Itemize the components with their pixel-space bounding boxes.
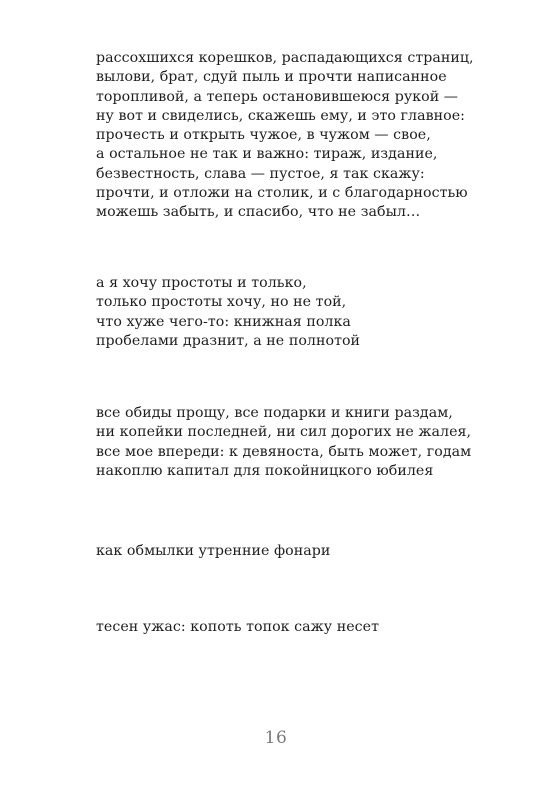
poem-line: вылови, брат, сдуй пыль и прочти написанное	[96, 69, 447, 86]
poem-line: ну вот и свиделись, скажешь ему, и это главное:	[96, 107, 466, 124]
poem-line: рассохшихся корешков, распадающихся страниц,	[96, 50, 474, 66]
poem-line: безвестность, слава — пустое, я так скажу:	[96, 165, 425, 182]
poem-stanza	[96, 49, 516, 223]
poem-line: можешь забыть, и спасибо, что не забыл…	[96, 204, 421, 221]
poem-stanza	[96, 404, 516, 481]
poem-line: что хуже чего-то: книжная полка	[96, 313, 351, 330]
poem-line: пробелами дразнит, а не полнотой	[96, 332, 361, 349]
poem-line: тесен ужас: копоть топок сажу несет	[96, 619, 380, 635]
poem-stanza	[96, 618, 516, 637]
poem-line: как обмылки утренние фонари	[96, 543, 331, 559]
poem-line: а я хочу простоты и только,	[96, 275, 307, 291]
poem-line: а остальное не так и важно: тираж, издание,	[96, 146, 438, 163]
poem-line: накоплю капитал для покойницкого юбилея	[96, 462, 434, 479]
poem-line: ни копейки последней, ни сил дорогих не жалея,	[96, 424, 472, 441]
poem-stanza	[96, 274, 516, 351]
poem-line: все обиды прощу, все подарки и книги раздам,	[96, 405, 453, 421]
poem-line: только простоты хочу, но не той,	[96, 294, 347, 311]
page-number: 16	[264, 728, 288, 748]
poem-line: прочесть и открыть чужое, в чужом — свое,	[96, 127, 431, 144]
poem-line: прочти, и отложи на столик, и с благодарностью	[96, 185, 468, 202]
poem-stanza	[96, 542, 516, 561]
poem-line: торопливой, а теперь остановившеюся рукой —	[96, 88, 459, 105]
poem-line: все мое впереди: к девяноста, быть может, годам	[96, 443, 472, 460]
